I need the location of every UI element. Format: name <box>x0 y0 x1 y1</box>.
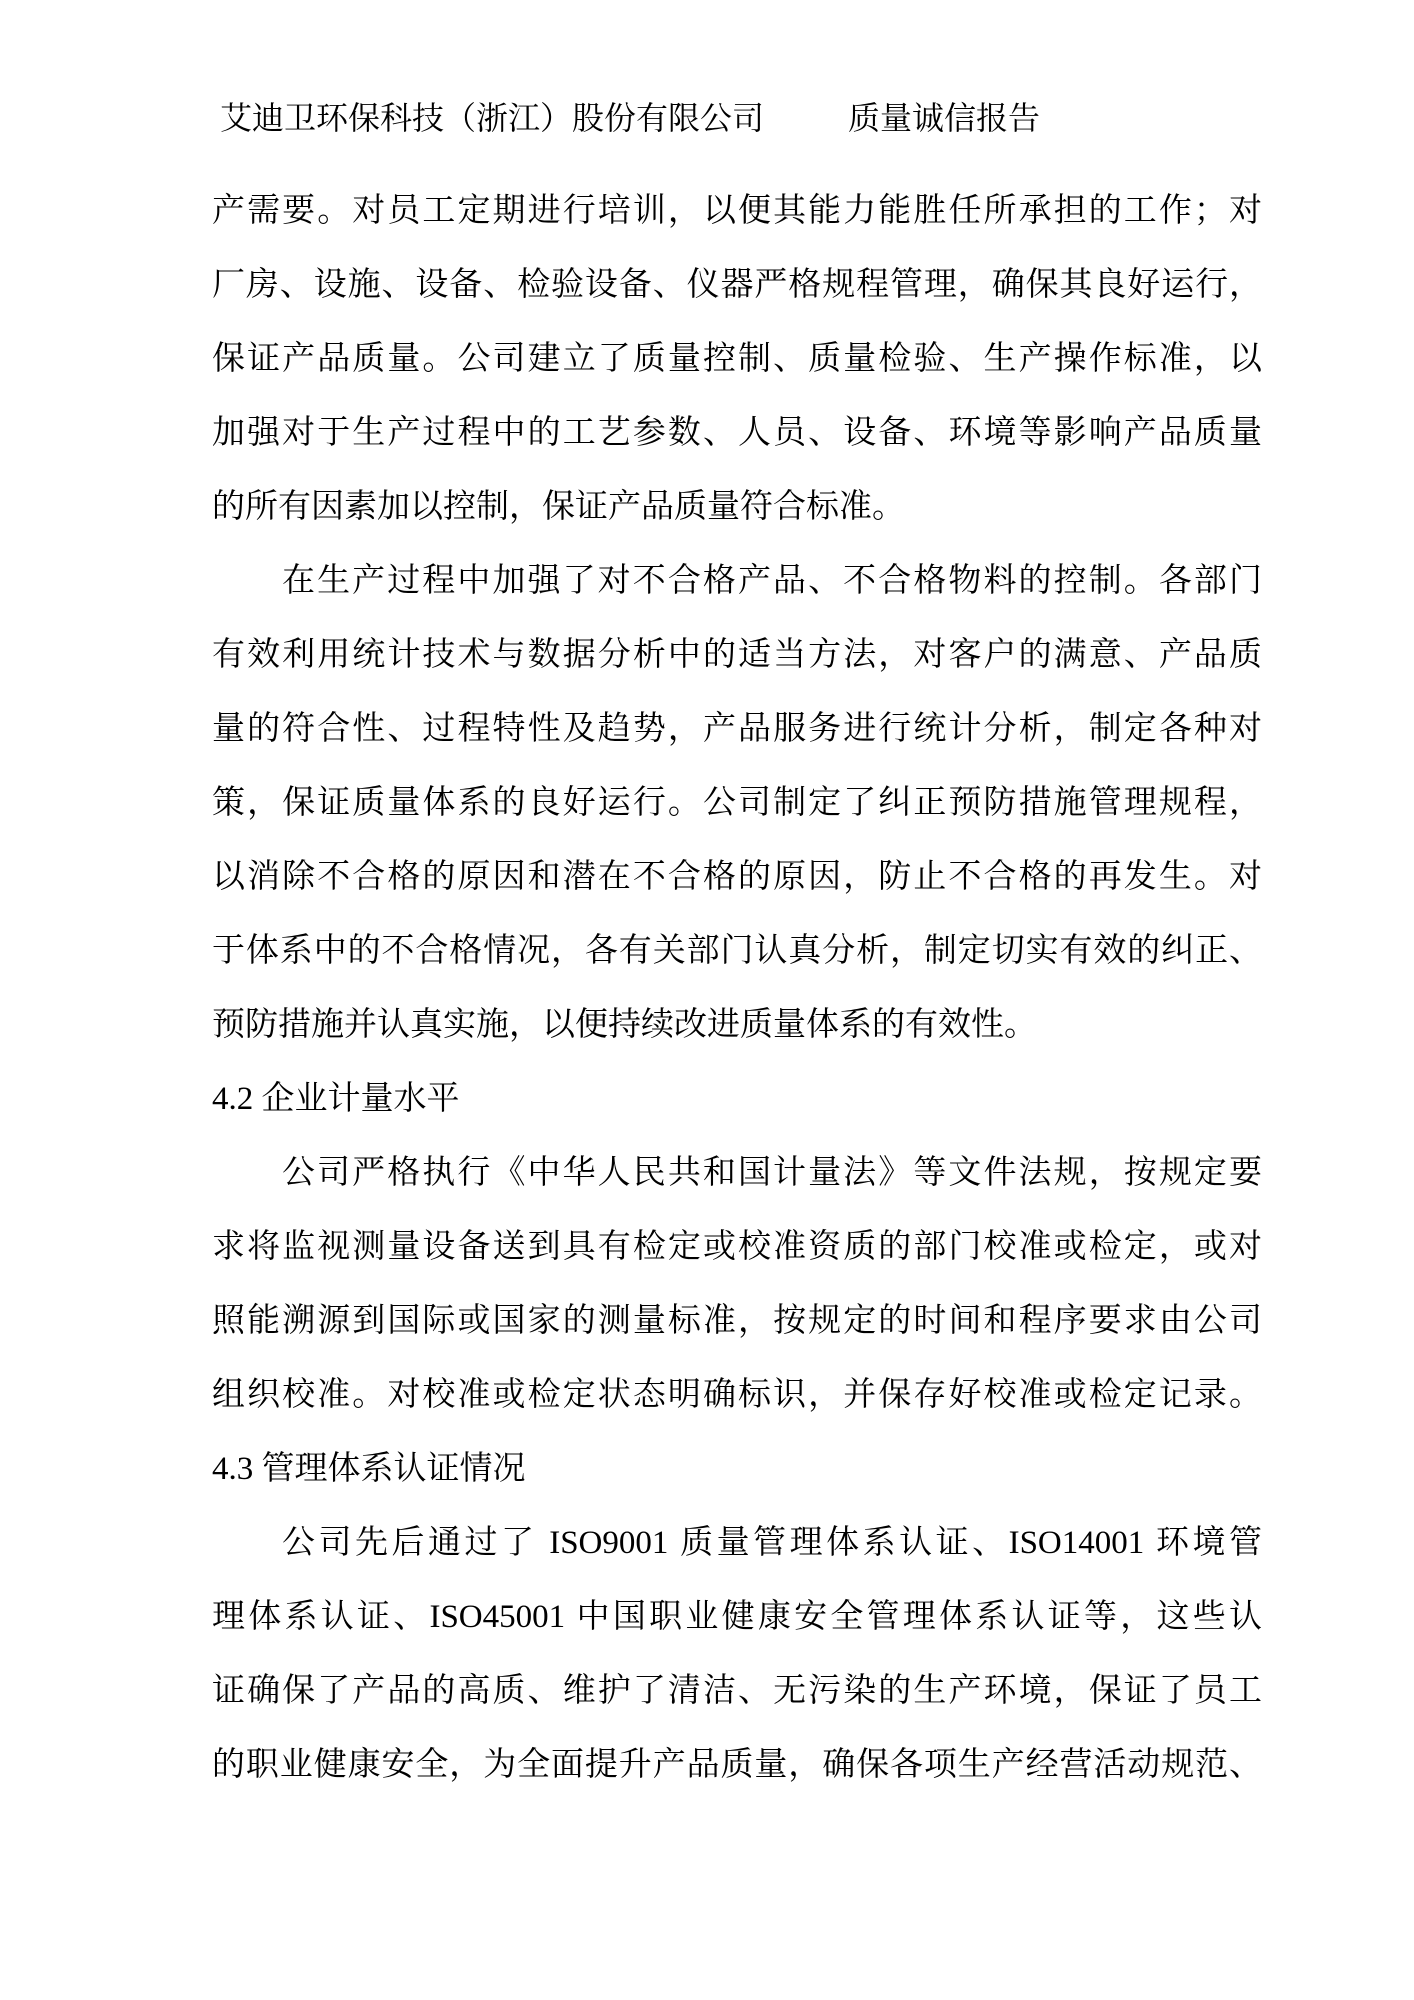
body-line: 以消除不合格的原因和潜在不合格的原因，防止不合格的再发生。对 <box>212 859 1262 895</box>
body-line: 量的符合性、过程特性及趋势，产品服务进行统计分析，制定各种对 <box>212 711 1262 747</box>
body-line: 预防措施并认真实施，以便持续改进质量体系的有效性。 <box>212 1007 1037 1043</box>
body-line: 保证产品质量。公司建立了质量控制、质量检验、生产操作标准，以 <box>212 341 1262 377</box>
header-company-name: 艾迪卫环保科技（浙江）股份有限公司 <box>220 100 765 136</box>
body-line: 的职业健康安全，为全面提升产品质量，确保各项生产经营活动规范、 <box>212 1747 1262 1783</box>
body-line: 求将监视测量设备送到具有检定或校准资质的部门校准或检定，或对 <box>212 1229 1262 1265</box>
body-line: 产需要。对员工定期进行培训，以便其能力能胜任所承担的工作；对 <box>212 193 1262 229</box>
body-line: 加强对于生产过程中的工艺参数、人员、设备、环境等影响产品质量 <box>212 415 1262 451</box>
body-line: 证确保了产品的高质、维护了清洁、无污染的生产环境，保证了员工 <box>212 1673 1262 1709</box>
page-header <box>220 84 1040 152</box>
body-line: 公司先后通过了 ISO9001 质量管理体系认证、ISO14001 环境管 <box>282 1525 1262 1561</box>
body-line: 的所有因素加以控制，保证产品质量符合标准。 <box>212 489 905 525</box>
body-line: 于体系中的不合格情况，各有关部门认真分析，制定切实有效的纠正、 <box>212 933 1262 969</box>
document-body <box>212 174 1262 1802</box>
section-heading-4-3: 4.3 管理体系认证情况 <box>212 1451 526 1487</box>
section-heading-4-2: 4.2 企业计量水平 <box>212 1081 460 1117</box>
body-line: 厂房、设施、设备、检验设备、仪器严格规程管理，确保其良好运行， <box>212 267 1262 303</box>
body-line: 有效利用统计技术与数据分析中的适当方法，对客户的满意、产品质 <box>212 637 1262 673</box>
body-line: 策，保证质量体系的良好运行。公司制定了纠正预防措施管理规程， <box>212 785 1262 821</box>
header-report-title: 质量诚信报告 <box>848 100 1041 136</box>
body-line: 组织校准。对校准或检定状态明确标识，并保存好校准或检定记录。 <box>212 1377 1262 1413</box>
body-line: 理体系认证、ISO45001 中国职业健康安全管理体系认证等，这些认 <box>212 1599 1262 1635</box>
body-line: 在生产过程中加强了对不合格产品、不合格物料的控制。各部门 <box>282 563 1262 599</box>
body-line: 照能溯源到国际或国家的测量标准，按规定的时间和程序要求由公司 <box>212 1303 1262 1339</box>
body-line: 公司严格执行《中华人民共和国计量法》等文件法规，按规定要 <box>282 1155 1262 1191</box>
